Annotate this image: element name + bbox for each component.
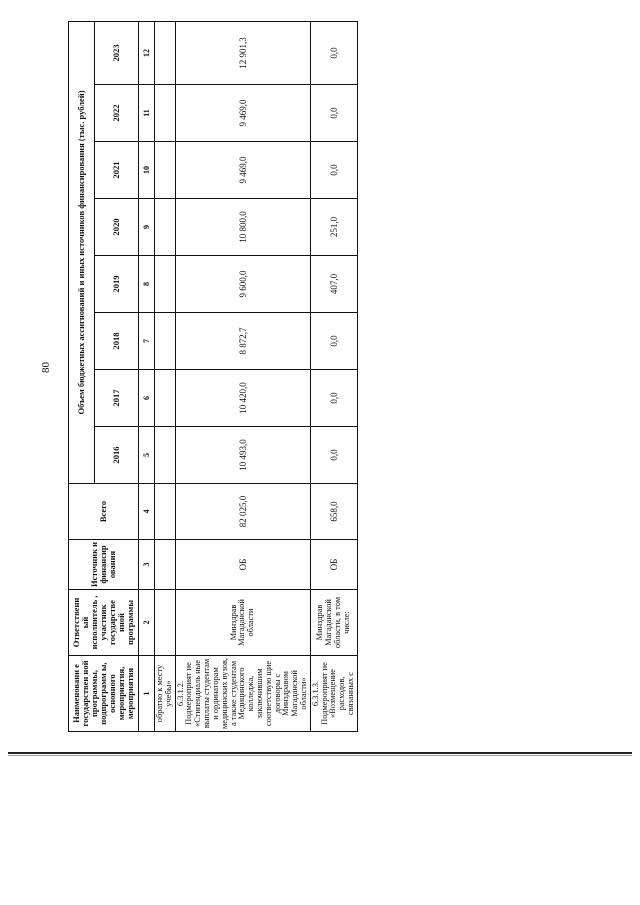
row-value: 0,0 [310, 370, 357, 427]
column-number: 11 [139, 85, 155, 142]
row-value [155, 256, 176, 313]
row-value: 9 469,0 [175, 142, 310, 199]
row-name: 6.3.1.3. Подмероприят ие «Возмещение расходов, связанных с [310, 656, 357, 732]
row-source [155, 540, 176, 590]
row-value: 9 469,0 [175, 85, 310, 142]
row-responsible: Минздрав Магаданской области, в том числе: [310, 590, 357, 656]
column-number: 7 [139, 313, 155, 370]
row-source: ОБ [310, 540, 357, 590]
table-row [310, 21, 357, 731]
column-number: 5 [139, 427, 155, 484]
column-number: 2 [139, 590, 155, 656]
header-year: 2016 [95, 427, 139, 484]
scan-edge-line [8, 752, 632, 754]
row-value: 407,0 [310, 256, 357, 313]
row-value [155, 427, 176, 484]
header-year: 2023 [95, 21, 139, 84]
row-value: 0,0 [310, 427, 357, 484]
column-number: 10 [139, 142, 155, 199]
table-row [155, 21, 176, 731]
header-year: 2022 [95, 85, 139, 142]
header-year: 2020 [95, 199, 139, 256]
header-name: Наименовани е государствен ной программы, подпрограмм ы, основного мероприятия, мероприятия [69, 656, 139, 732]
row-responsible: Минздрав Магаданской области [175, 590, 310, 656]
row-value [155, 370, 176, 427]
row-total: 82 025,0 [175, 484, 310, 540]
row-value [155, 313, 176, 370]
funding-table [68, 21, 358, 732]
row-total [155, 484, 176, 540]
header-year: 2021 [95, 142, 139, 199]
row-value: 0,0 [310, 21, 357, 84]
row-value: 0,0 [310, 142, 357, 199]
header-year: 2019 [95, 256, 139, 313]
row-total: 658,0 [310, 484, 357, 540]
row-name: 6.3.1.2. Подмероприят ие «Стипендиаль ные выплаты студентам и ординаторам медицинских вузов, а также студентам Медицинского колледжа, заключившим соответствую щие договоры с Минздравом Магаданской области» [175, 656, 310, 732]
column-number: 1 [139, 656, 155, 732]
header-responsible: Ответственн ый исполнитель , участник государстве нной программы [69, 590, 139, 656]
row-source: ОБ [175, 540, 310, 590]
rotated-table-container [68, 22, 356, 732]
row-value: 8 872,7 [175, 313, 310, 370]
column-number: 3 [139, 540, 155, 590]
column-number: 12 [139, 21, 155, 84]
column-number: 8 [139, 256, 155, 313]
row-name: обратно к месту учебы» [155, 656, 176, 732]
row-value: 12 901,3 [175, 21, 310, 84]
rotated-table-frame [68, 22, 356, 732]
column-number: 9 [139, 199, 155, 256]
row-value: 0,0 [310, 313, 357, 370]
row-value [155, 142, 176, 199]
column-number-row [139, 21, 155, 731]
row-value [155, 21, 176, 84]
row-value: 10 800,0 [175, 199, 310, 256]
header-year: 2017 [95, 370, 139, 427]
row-value: 10 420,0 [175, 370, 310, 427]
header-total: Всего [69, 484, 139, 540]
row-value: 251,0 [310, 199, 357, 256]
column-number: 4 [139, 484, 155, 540]
table-row [175, 21, 310, 731]
row-value [155, 85, 176, 142]
row-value [155, 199, 176, 256]
header-row-top [69, 21, 95, 731]
column-number: 6 [139, 370, 155, 427]
row-value: 0,0 [310, 85, 357, 142]
header-year: 2018 [95, 313, 139, 370]
header-funding-group: Объем бюджетных ассигнований и иных источников финансирования (тыс. рублей) [69, 21, 95, 483]
row-value: 10 493,0 [175, 427, 310, 484]
scan-edge-line-shadow [8, 755, 632, 756]
row-value: 9 600,0 [175, 256, 310, 313]
row-responsible [155, 590, 176, 656]
page-number: 80 [40, 362, 52, 373]
header-source: Источник и финансир ования [69, 540, 139, 590]
